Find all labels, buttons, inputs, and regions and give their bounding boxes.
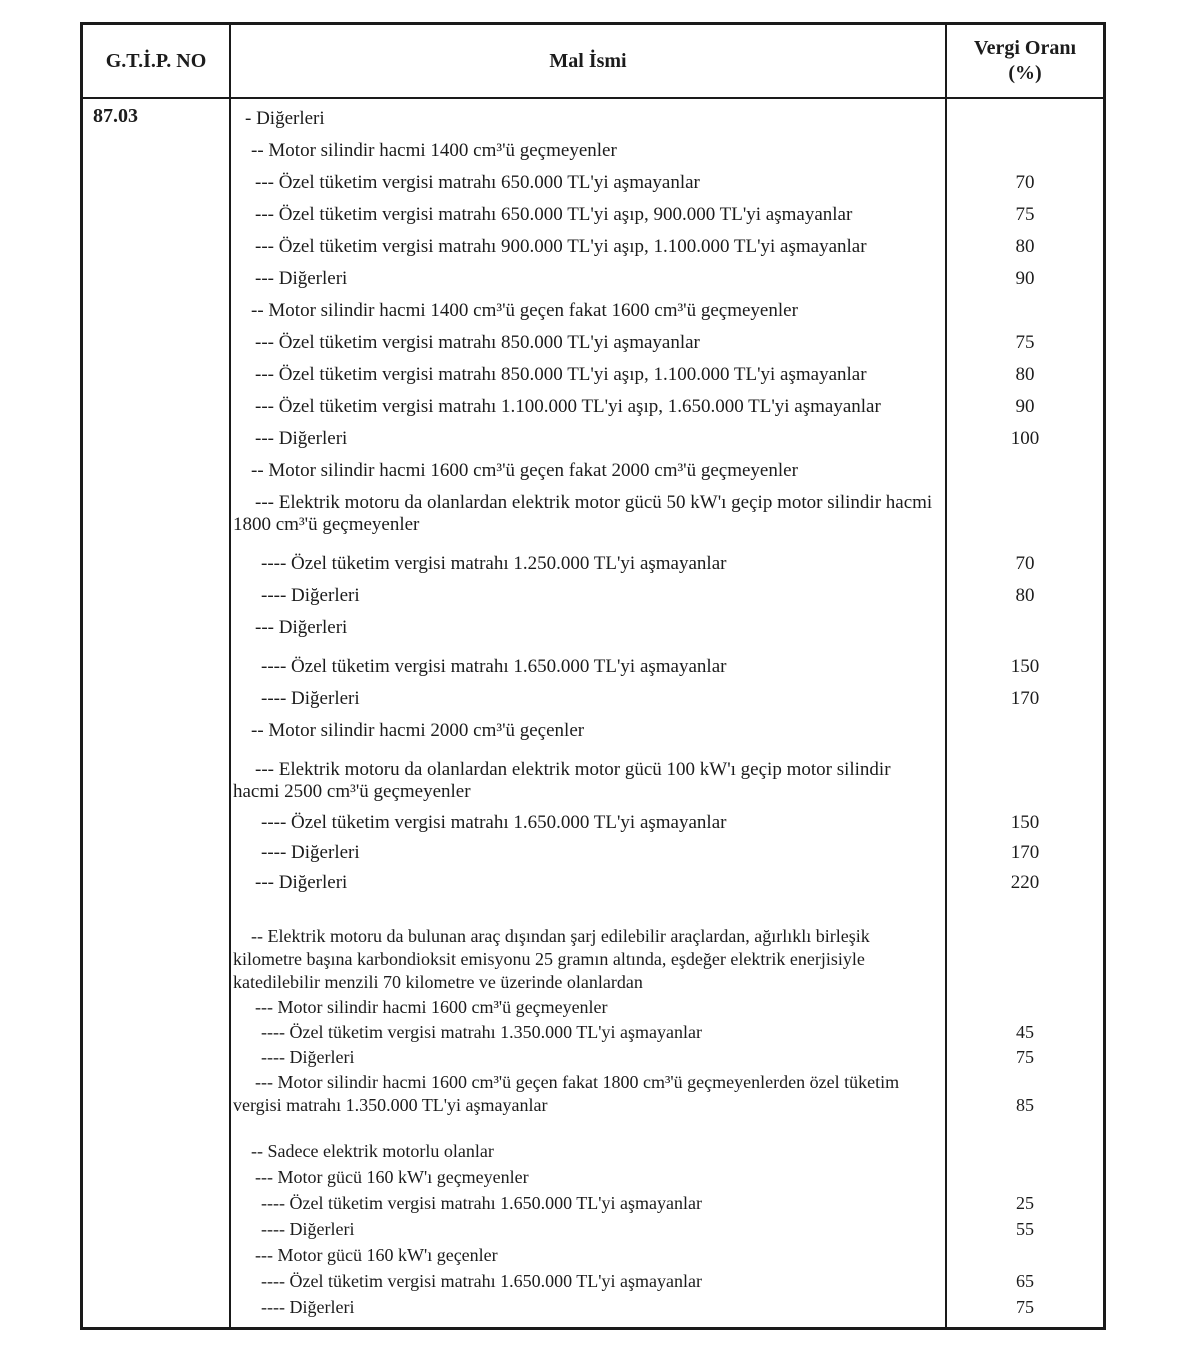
table-row [231, 548, 1103, 580]
table-row [231, 651, 1103, 683]
table-row [231, 683, 1103, 715]
row-rate [945, 135, 1103, 167]
row-description: ---- Özel tüketim vergisi matrahı 1.650.000 TL'yi aşmayanlar [261, 1270, 702, 1291]
row-description: ---- Özel tüketim vergisi matrahı 1.350.000 TL'yi aşmayanlar [261, 1022, 702, 1042]
table-row [231, 1070, 1103, 1118]
row-description: --- Motor gücü 160 kW'ı geçmeyenler [255, 1166, 529, 1187]
row-description: --- Özel tüketim vergisi matrahı 650.000 TL'yi aşmayanlar [255, 172, 700, 193]
row-rate: 75 [1015, 204, 1035, 225]
row-rate [945, 295, 1103, 327]
table-row [231, 754, 1103, 808]
table-row [231, 231, 1103, 263]
row-rate: 80 [1015, 364, 1035, 385]
header-vergi-orani-unit: (%) [1008, 62, 1042, 84]
table-row [231, 1045, 1103, 1070]
row-rate: 80 [1015, 585, 1035, 606]
row-rate: 55 [1016, 1218, 1034, 1239]
table-row [231, 423, 1103, 455]
row-rate: 75 [1016, 1047, 1034, 1067]
table-row [231, 295, 1103, 327]
header-mal-ismi: Mal İsmi [549, 49, 627, 72]
row-description: --- Özel tüketim vergisi matrahı 850.000 TL'yi aşıp, 1.100.000 TL'yi aşmayanlar [255, 364, 867, 385]
table-row [231, 995, 1103, 1020]
row-description: --- Diğerleri [255, 268, 348, 289]
row-description: --- Özel tüketim vergisi matrahı 850.000 TL'yi aşmayanlar [255, 332, 700, 353]
row-rate [945, 1164, 1103, 1190]
row-rate: 70 [1015, 553, 1035, 574]
row-description: --- Motor silindir hacmi 1600 cm³'ü geçen fakat 1800 cm³'ü geçmeyenlerden özel tüketim vergisi matrahı 1.350.000 TL'yi aşmayanlar [233, 1072, 900, 1115]
row-description: ---- Özel tüketim vergisi matrahı 1.650.000 TL'yi aşmayanlar [261, 656, 727, 677]
table-row [231, 715, 1103, 747]
row-description: --- Diğerleri [255, 617, 348, 638]
row-rate: 80 [1015, 236, 1035, 257]
row-description: --- Özel tüketim vergisi matrahı 1.100.000 TL'yi aşıp, 1.650.000 TL'yi aşmayanlar [255, 396, 881, 417]
table-row [231, 359, 1103, 391]
table-row [231, 838, 1103, 868]
table-row [231, 1138, 1103, 1164]
row-rate [945, 754, 1103, 808]
row-rate [945, 1138, 1103, 1164]
rows-container [231, 103, 1103, 1320]
row-description: ---- Diğerleri [261, 585, 360, 606]
row-description: ---- Özel tüketim vergisi matrahı 1.650.000 TL'yi aşmayanlar [261, 1192, 702, 1213]
row-rate [945, 455, 1103, 487]
row-rate: 85 [1016, 1095, 1034, 1115]
row-rate [945, 103, 1103, 135]
table-row [231, 391, 1103, 423]
row-description: --- Elektrik motoru da olanlardan elektrik motor gücü 100 kW'ı geçip motor silindir hacmi 2500 cm³'ü geçmeyenler [233, 759, 891, 802]
row-rate [945, 612, 1103, 644]
row-description: --- Özel tüketim vergisi matrahı 650.000 TL'yi aşıp, 900.000 TL'yi aşmayanlar [255, 204, 853, 225]
row-rate: 70 [1015, 172, 1035, 193]
row-rate: 100 [1010, 428, 1040, 449]
table-row [231, 612, 1103, 644]
row-rate: 25 [1016, 1192, 1034, 1213]
row-rate: 170 [1010, 842, 1040, 863]
table-row [231, 455, 1103, 487]
row-rate [945, 487, 1103, 541]
table-row [231, 1020, 1103, 1045]
table-row [231, 263, 1103, 295]
row-rate [945, 1242, 1103, 1268]
row-rate: 75 [1016, 1296, 1034, 1317]
row-rate [945, 995, 1103, 1020]
table-row [231, 327, 1103, 359]
row-rate [945, 924, 1103, 995]
row-description: ---- Özel tüketim vergisi matrahı 1.650.000 TL'yi aşmayanlar [261, 812, 727, 833]
row-description: -- Motor silindir hacmi 2000 cm³'ü geçenler [251, 720, 585, 741]
row-description: ---- Özel tüketim vergisi matrahı 1.250.000 TL'yi aşmayanlar [261, 553, 727, 574]
table-header-row [83, 25, 1103, 99]
row-rate: 90 [1015, 396, 1035, 417]
row-description: -- Motor silindir hacmi 1400 cm³'ü geçen fakat 1600 cm³'ü geçmeyenler [251, 300, 798, 321]
table-row [231, 135, 1103, 167]
table-row [231, 1164, 1103, 1190]
header-vergi-orani-label: Vergi Oranı [973, 37, 1077, 59]
row-description: --- Diğerleri [255, 872, 348, 893]
gtip-no-cell: 87.03 [93, 105, 138, 127]
row-description: - Diğerleri [245, 108, 325, 129]
table-row [231, 199, 1103, 231]
row-rate: 220 [1010, 872, 1040, 893]
row-description: --- Elektrik motoru da olanlardan elektrik motor gücü 50 kW'ı geçip motor silindir hacmi 1800 cm³'ü geçmeyenler [233, 492, 933, 535]
row-rate: 75 [1015, 332, 1035, 353]
row-description: ---- Diğerleri [261, 842, 360, 863]
header-gtip-no: G.T.İ.P. NO [83, 25, 231, 97]
table-row [231, 1242, 1103, 1268]
table-row [231, 808, 1103, 838]
row-description: -- Motor silindir hacmi 1600 cm³'ü geçen fakat 2000 cm³'ü geçmeyenler [251, 460, 798, 481]
row-rate [945, 715, 1103, 747]
row-description: ---- Diğerleri [261, 688, 360, 709]
table-row [231, 924, 1103, 995]
table-body [83, 99, 1103, 1327]
row-description: ---- Diğerleri [261, 1047, 355, 1067]
header-vergi-orani [945, 25, 1103, 97]
table-row [231, 1268, 1103, 1294]
table-row [231, 1294, 1103, 1320]
row-rate: 170 [1010, 688, 1040, 709]
row-rate: 65 [1016, 1270, 1034, 1291]
row-description: --- Motor gücü 160 kW'ı geçenler [255, 1244, 498, 1265]
row-rate: 45 [1016, 1022, 1034, 1042]
table-row [231, 1216, 1103, 1242]
table-row [231, 103, 1103, 135]
table-row [231, 868, 1103, 898]
row-description: --- Motor silindir hacmi 1600 cm³'ü geçmeyenler [255, 997, 608, 1017]
row-description: -- Motor silindir hacmi 1400 cm³'ü geçmeyenler [251, 140, 617, 161]
row-description: -- Sadece elektrik motorlu olanlar [251, 1140, 494, 1161]
row-rate: 90 [1015, 268, 1035, 289]
row-description: ---- Diğerleri [261, 1218, 355, 1239]
row-description: --- Özel tüketim vergisi matrahı 900.000 TL'yi aşıp, 1.100.000 TL'yi aşmayanlar [255, 236, 867, 257]
table-row [231, 1190, 1103, 1216]
row-rate: 150 [1010, 656, 1040, 677]
table-row [231, 487, 1103, 541]
table-row [231, 580, 1103, 612]
table-row [231, 167, 1103, 199]
row-description: ---- Diğerleri [261, 1296, 355, 1317]
row-description: --- Diğerleri [255, 428, 348, 449]
row-description: -- Elektrik motoru da bulunan araç dışından şarj edilebilir araçlardan, ağırlıklı birleşik kilometre başına karbondioksit emisyonu 25 gramın altında, eşdeğer elektrik enerjisiyle katedilebilir menzili 70 kilometre ve üzerinde olanlardan [233, 926, 870, 992]
row-rate: 150 [1010, 812, 1040, 833]
tax-rate-table [80, 22, 1106, 1330]
